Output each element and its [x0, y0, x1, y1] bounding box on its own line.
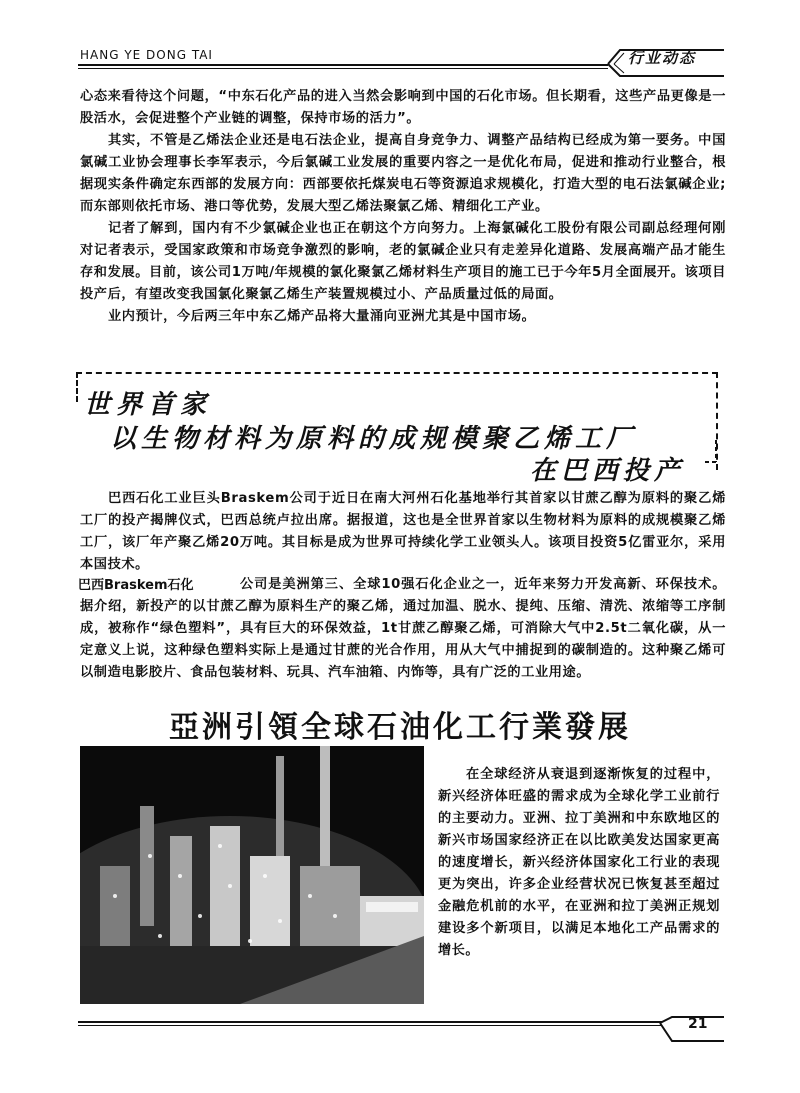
article-1-paragraph: 其实，不管是乙烯法企业还是电石法企业，提高自身竞争力、调整产品结构已经成为第一要务。中国氯碱工业协会理事长李军表示，今后氯碱工业发展的重要内容之一是优化布局，促进和推动行业整合，根据现实条件确定东西部的发展方向：西部要依托煤炭电石等资源追求规模化，打造大型的电石法氯碱企业;而东部则依托市场、港口等优势，发展大型乙烯法聚氯乙烯、精细化工产业。 — [80, 133, 726, 214]
article-1-paragraph: 心态来看待这个问题，“中东石化产品的进入当然会影响到中国的石化市场。但长期看，这些产品更像是一股活水，会促进整个产业链的调整，保持市场的活力”。 — [80, 89, 726, 126]
header-rule — [78, 64, 608, 66]
title-box-end-tick — [700, 440, 724, 474]
article-3-body: 在全球经济从衰退到逐渐恢复的过程中，新兴经济体旺盛的需求成为全球化学工业前行的主要动力。亚洲、拉丁美洲和中东欧地区的新兴市场国家经济正在以比欧美发达国家更高的速度增长，新兴经济体国家化工行业的表现更为突出，许多企业经营状况已恢复甚至超过金融危机前的水平，在亚洲和拉丁美洲正规划建设多个新项目，以满足本地化工产品需求的增长。 — [438, 767, 720, 958]
refinery-night-photo — [80, 746, 424, 1004]
refinery-illustration — [80, 746, 424, 1004]
article-1-paragraph: 业内预计，今后两三年中东乙烯产品将大量涌向亚洲尤其是中国市场。 — [108, 309, 536, 324]
article-2-inline-caption: 巴西Braskem石化 — [78, 574, 198, 593]
header-section-title: 行业动态 — [628, 49, 697, 67]
header-rule-thin — [78, 68, 608, 69]
title-box-left-edge — [76, 372, 78, 402]
article-2-title-line1: 世界首家 — [84, 390, 213, 420]
page-number: 21 — [688, 1016, 708, 1032]
article-3-headline: 亞洲引領全球石油化工行業發展 — [169, 710, 631, 745]
article-2-paragraph: 巴西石化工业巨头Braskem公司于近日在南大河州石化基地举行其首家以甘蔗乙醇为原料的聚乙烯工厂的投产揭牌仪式，巴西总统卢拉出席。据报道，这也是全世界首家以生物材料为原料的成规模聚乙烯工厂，该厂年产聚乙烯20万吨。其目标是成为世界可持续化学工业领头人。该项目投资5亿雷亚尔，采用本国技术。 — [80, 491, 726, 572]
footer-rule — [78, 1021, 662, 1023]
article-1-paragraph: 记者了解到，国内有不少氯碱企业也正在朝这个方向努力。上海氯碱化工股份有限公司副总经理何刚对记者表示，受国家政策和市场竞争激烈的影响，老的氯碱企业只有走差异化道路、发展高端产品才能生存和发展。目前，该公司1万吨/年规模的氯化聚氯乙烯材料生产项目的施工已于今年5月全面展开。该项目投产后，有望改变我国氯化聚氯乙烯生产装置规模过小、产品质量过低的局面。 — [80, 221, 726, 302]
article-2-paragraph: 公司是美洲第三、全球10强石化企业之一，近年来努力开发高新、环保技术。据介绍，新投产的以甘蔗乙醇为原料生产的聚乙烯，通过加温、脱水、提纯、压缩、清洗、浓缩等工序制成，被称作“绿色塑料”，具有巨大的环保效益，1t甘蔗乙醇聚乙烯，可消除大气中2.5t二氧化碳，从一定意义上说，这种绿色塑料实际上是通过甘蔗的光合作用，用从大气中捕捉到的碳制造的。这种聚乙烯可以制造电影胶片、食品包装材料、玩具、汽车油箱、内饰等，具有广泛的工业用途。 — [80, 577, 726, 680]
article-2-title-line3: 在巴西投产 — [530, 456, 686, 486]
header-section-pinyin: HANG YE DONG TAI — [80, 48, 213, 62]
article-2-title-line2: 以生物材料为原料的成规模聚乙烯工厂 — [110, 424, 638, 454]
article-1 — [80, 86, 726, 328]
footer-rule-thin — [78, 1025, 662, 1026]
